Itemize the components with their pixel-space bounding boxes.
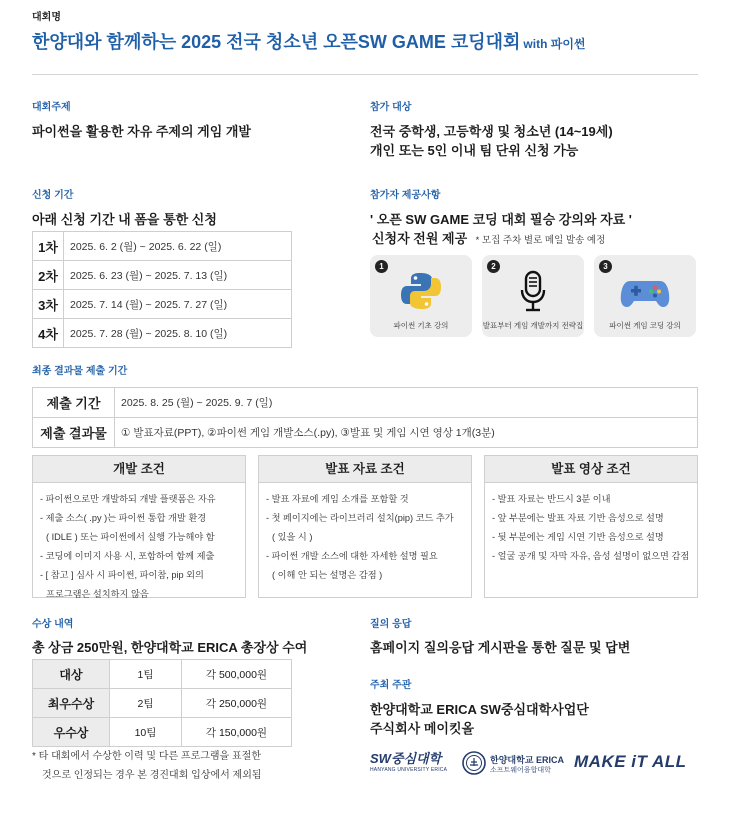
submission-caption: 최종 결과물 제출 기간 [32, 366, 128, 377]
host-line-1: 한양대학교 ERICA SW중심대학사업단 [370, 702, 589, 717]
hanyang-erica-logo [462, 749, 564, 779]
top-divider [32, 74, 698, 75]
list-item: ( IDLE ) 또는 파이썬에서 실행 가능해야 함 [46, 532, 215, 542]
benefits-line-2-wrap [372, 229, 605, 248]
sw-university-logo [370, 751, 448, 779]
target-line-2: 개인 또는 5인 이내 팀 단위 신청 가능 [370, 143, 579, 158]
benefit-number: 2 [487, 260, 500, 273]
award-name: 우수상 [33, 718, 110, 747]
round-label: 2차 [33, 261, 64, 290]
condition-title: 개발 조건 [33, 456, 245, 483]
table-row [33, 290, 292, 319]
header-label: 대회명 [32, 12, 61, 23]
benefit-label: 파이썬 기초 강의 [393, 321, 449, 330]
period-table [32, 231, 292, 348]
round-dates: 2025. 7. 28 (월) ~ 2025. 8. 10 (일) [64, 319, 292, 348]
awards-table [32, 659, 292, 747]
awards-note-line-2: 것으로 인정되는 경우 본 경진대회 입상에서 제외됨 [42, 770, 262, 781]
list-item: - 얼굴 공개 및 자막 자유, 음성 설명이 없으면 감점 [492, 551, 690, 561]
uni-logo-sub: 소프트웨어융합대학 [490, 767, 551, 774]
condition-list [259, 483, 471, 585]
list-item: - 코딩에 이미지 사용 시, 포함하여 함께 제출 [40, 551, 215, 561]
awards-note-line-1: * 타 대회에서 수상한 이력 및 다른 프로그램을 표절한 [32, 751, 261, 762]
award-prize: 각 250,000원 [182, 689, 292, 718]
list-item: - 발표 자료에 게임 소개를 포함할 것 [266, 494, 409, 504]
submission-period-label: 제출 기간 [33, 388, 115, 418]
round-dates: 2025. 7. 14 (월) ~ 2025. 7. 27 (일) [64, 290, 292, 319]
list-item: 프로그램은 설치하지 않음 [46, 589, 149, 599]
award-prize: 각 150,000원 [182, 718, 292, 747]
condition-list [33, 483, 245, 604]
list-item: - 제출 소스( .py )는 파이썬 통합 개발 환경 [40, 513, 207, 523]
table-row [33, 689, 292, 718]
theme-text: 파이썬을 활용한 자유 주제의 게임 개발 [32, 124, 251, 139]
list-item: - 파이썬으로만 개발하되 개발 플랫폼은 자유 [40, 494, 216, 504]
condition-box-dev [32, 455, 246, 598]
round-label: 4차 [33, 319, 64, 348]
benefit-card [594, 255, 696, 337]
page-title [32, 28, 586, 54]
period-intro: 아래 신청 기간 내 폼을 통한 신청 [32, 212, 217, 227]
benefit-number: 1 [375, 260, 388, 273]
period-caption: 신청 기간 [32, 190, 74, 201]
sw-logo-main: SW중심대학 [370, 751, 442, 766]
page-title-suffix: with 파이썬 [523, 37, 586, 51]
award-name: 대상 [33, 660, 110, 689]
makeitall-logo: MAKE iT ALL [574, 752, 687, 771]
submission-table [32, 387, 698, 448]
benefits-note: * 모집 주차 별로 메일 발송 예정 [475, 235, 606, 246]
benefits-caption: 참가자 제공사항 [370, 190, 441, 201]
university-seal-icon [462, 751, 486, 775]
table-row [33, 718, 292, 747]
submission-period-value: 2025. 8. 25 (월) ~ 2025. 9. 7 (일) [115, 388, 698, 418]
qna-caption: 질의 응답 [370, 619, 412, 630]
awards-caption: 수상 내역 [32, 619, 74, 630]
award-count: 1팀 [110, 660, 182, 689]
host-line-2: 주식회사 메이킷올 [370, 721, 475, 736]
benefit-number: 3 [599, 260, 612, 273]
benefit-cards [370, 255, 696, 339]
table-row [33, 660, 292, 689]
award-count: 10팀 [110, 718, 182, 747]
benefit-card [482, 255, 584, 337]
theme-caption: 대회주제 [32, 102, 71, 113]
table-row [33, 232, 292, 261]
uni-logo-main: 한양대학교 ERICA [490, 755, 564, 765]
submission-result-label: 제출 결과물 [33, 418, 115, 448]
qna-text: 홈페이지 질의응답 게시판을 통한 질문 및 답변 [370, 640, 631, 655]
round-label: 1차 [33, 232, 64, 261]
microphone-icon [513, 269, 553, 313]
benefit-label: 발표부터 게임 개발까지 전략집 [482, 321, 584, 330]
awards-headline: 총 상금 250만원, 한양대학교 ERICA 총장상 수여 [32, 640, 308, 655]
list-item: - 파이썬 개발 소스에 대한 자세한 설명 필요 [266, 551, 438, 561]
list-item: ( 이해 안 되는 설명은 감점 ) [272, 570, 383, 580]
round-dates: 2025. 6. 2 (월) ~ 2025. 6. 22 (일) [64, 232, 292, 261]
award-count: 2팀 [110, 689, 182, 718]
benefits-line-1: ' 오픈 SW GAME 코딩 대회 필승 강의와 자료 ' [370, 212, 632, 227]
python-logo-icon [399, 269, 443, 313]
award-prize: 각 500,000원 [182, 660, 292, 689]
benefit-card [370, 255, 472, 337]
submission-result-value: ① 발표자료(PPT), ②파이썬 게임 개발소스(.py), ③발표 및 게임 시연 영상 1개(3분) [115, 418, 698, 448]
condition-title: 발표 영상 조건 [485, 456, 697, 483]
target-caption: 참가 대상 [370, 102, 412, 113]
benefit-label: 파이썬 게임 코딩 강의 [609, 321, 681, 330]
list-item: - 앞 부분에는 발표 자료 기반 음성으로 설명 [492, 513, 664, 523]
condition-title: 발표 자료 조건 [259, 456, 471, 483]
awards-note [32, 747, 262, 785]
condition-box-video [484, 455, 698, 598]
condition-box-slides [258, 455, 472, 598]
list-item: - 첫 페이지에는 라이브러리 설치(pip) 코드 추가 [266, 513, 454, 523]
condition-list [485, 483, 697, 566]
table-row [33, 418, 698, 448]
list-item: - 뒷 부분에는 게임 시연 기반 음성으로 설명 [492, 532, 664, 542]
round-label: 3차 [33, 290, 64, 319]
page-title-main: 한양대와 함께하는 2025 전국 청소년 오픈SW GAME 코딩대회 [32, 32, 521, 52]
list-item: - [ 참고 ] 심사 시 파이썬, 파이참, pip 외의 [40, 570, 204, 580]
table-row [33, 388, 698, 418]
sw-logo-sub: HANYANG UNIVERSITY ERICA [370, 767, 448, 773]
host-caption: 주최 주관 [370, 680, 412, 691]
table-row [33, 261, 292, 290]
list-item: ( 있을 시 ) [272, 532, 313, 542]
list-item: - 발표 자료는 반드시 3분 이내 [492, 494, 611, 504]
award-name: 최우수상 [33, 689, 110, 718]
gamepad-icon [620, 269, 670, 313]
benefits-line-2: 신청자 전원 제공 [372, 231, 468, 246]
target-line-1: 전국 중학생, 고등학생 및 청소년 (14~19세) [370, 124, 613, 139]
round-dates: 2025. 6. 23 (월) ~ 2025. 7. 13 (일) [64, 261, 292, 290]
table-row [33, 319, 292, 348]
